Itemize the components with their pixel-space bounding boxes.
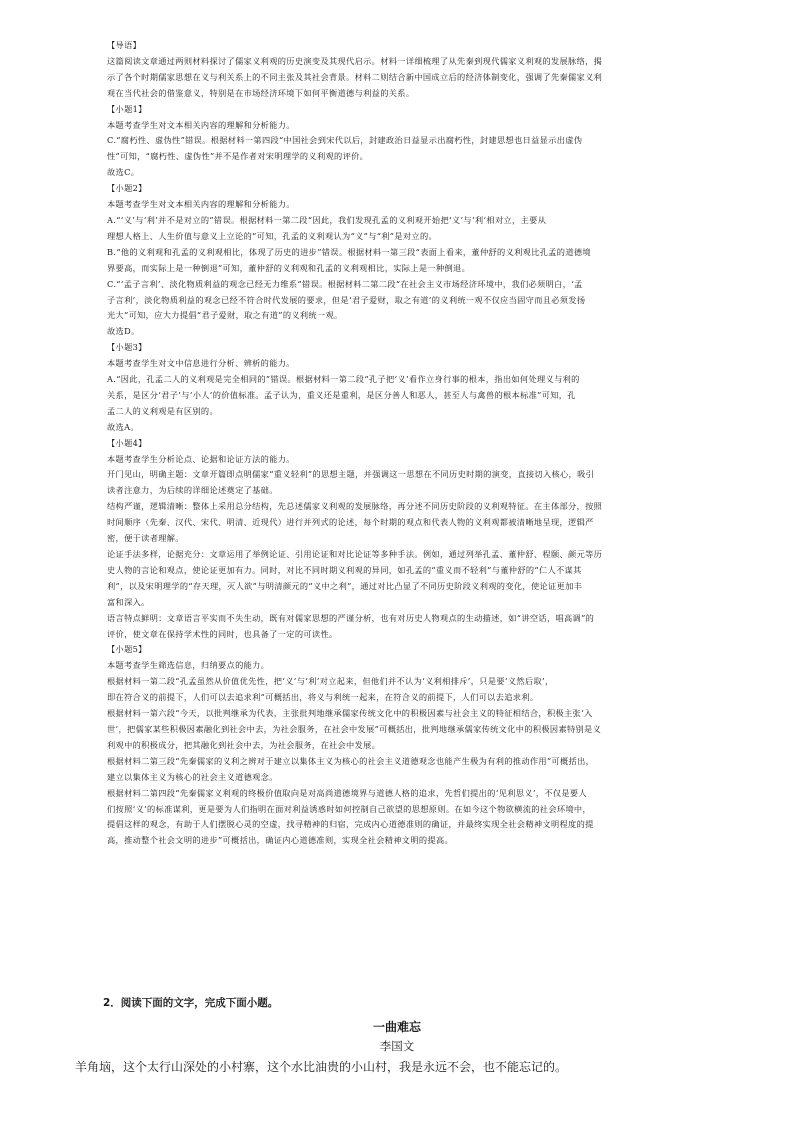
answer-line: C.“腐朽性、虚伪性”错误。根据材料一第四段“中国社会到宋代以后，封建政治日益显示出腐朽性，封建思想也日益显示出虚伪: [107, 135, 583, 146]
answer-line: 根据材料二第四段“先秦儒家义利观的终极价值取向是对高尚道德境界与道德人格的追求，先哲们提出的‘见利思义’，不仅是要人: [107, 787, 588, 798]
answer-line: 观在当代社会的借鉴意义，特别是在市场经济环境下如何平衡道德与利益的关系。: [107, 87, 415, 98]
answer-line: 高，推动整个社会文明的进步”可概括出，确证内心道德准则，实现全社会精神文明的提高。: [107, 835, 454, 846]
answer-line: 【小题4】: [107, 437, 147, 448]
answer-line: 利”，以及宋明理学的“存天理，灭人欲”与明清颜元的“义中之利”，通过对比凸显了不同历史阶段义利观的变化，使论证更加丰: [107, 580, 583, 591]
answer-line: 时间顺序（先秦、汉代、宋代、明清、近现代）进行并列式的论述，每个时期的观点和代表人物的义利观都被清晰地呈现，逻辑严: [107, 517, 594, 528]
answer-line: 史人物的言论和观点，使论证更加有力。同时，对比不同时期义利观的异同，如孔孟的“重义而不轻利”与董仲舒的“仁人不谋其: [107, 564, 582, 575]
passage-title: 一曲难忘: [372, 1020, 421, 1034]
answer-line: B.“他的义利观和孔孟的义利观相比，体现了历史的进步”错误。根据材料一第三段“表面上看来，董仲舒的义利观比孔孟的道德境: [107, 246, 591, 257]
answer-line: 提倡这样的观念，有助于人们摆脱心灵的空虚，找寻精神的归宿，完成内心道德准则的确证，并最终实现全社会精神文明程度的提: [107, 819, 594, 830]
answer-line: 子言利’，淡化物质利益的观念已经不符合时代发展的要求，但是‘君子爱财，取之有道’的义利统一观不仅应当固守而且必须发扬: [107, 294, 586, 305]
answer-line: 故选C。: [107, 167, 140, 178]
answer-line: 示了各个时期儒家思想在义与利关系上的不同主张及其社会背景。材料二则结合新中国成立后的经济体制变化，强调了先秦儒家义利: [107, 71, 603, 82]
answer-line: 本题考查学生对文本相关内容的理解和分析能力。: [107, 119, 295, 130]
answer-line: 读者注意力，为后续的详细论述奠定了基础。: [107, 485, 278, 496]
answer-line: 【导语】: [107, 40, 142, 50]
answer-line: 这篇阅读文章通过两则材料探讨了儒家义利观的历史演变及其现代启示。材料一详细梳理了从先秦到现代儒家义利观的发展脉络，揭: [107, 55, 603, 66]
answer-line: 性”可知，“腐朽性、虚伪性”并不是作者对宋明理学的义利观的评价。: [107, 151, 369, 162]
answer-line: 故选A。: [107, 421, 139, 432]
answer-line: A.“‘义’与‘利’并不是对立的”错误。根据材料一第二段“因此，我们发现孔孟的义利观开始把‘义’与‘利’相对立，主要从: [107, 214, 547, 225]
answer-line: 关系，是区分‘君子’与‘小人’的价值标准。孟子认为，重义还是重利，是区分善人和恶人，甚至人与禽兽的根本标准”可知，孔: [107, 389, 576, 400]
answer-line: 本题考查学生筛选信息，归纳要点的能力。: [107, 660, 270, 671]
answer-line: 【小题5】: [107, 644, 147, 655]
answer-line: 【小题2】: [107, 183, 147, 194]
answer-line: 密，便于读者理解。: [107, 533, 184, 544]
answer-line: 故选D。: [107, 326, 140, 337]
answer-line: 语言特点鲜明：文章语言平实而不失生动，既有对儒家思想的严谨分析，也有对历史人物观点的生动描述，如“讲空话，唱高调”的: [107, 612, 595, 623]
answer-line: 富和深入。: [107, 596, 150, 607]
answer-line: 们按照‘义’的标准谋利，更是要为人们指明在面对利益诱惑时如何控制自己欲望的思想原则。在如今这个物欲横流的社会环境中，: [107, 803, 592, 814]
answer-line: 孟二人的义利观是有区别的。: [107, 405, 218, 416]
answer-line: 开门见山，明确主题：文章开篇即点明儒家“重义轻利”的思想主题，并强调这一思想在不同历史时期的演变，直接切入核心，吸引: [107, 469, 595, 480]
answer-line: 即在符合义的前提下，人们可以去追求利”可概括出，将义与利统一起来，在符合义的前提下，人们可以去追求利。: [107, 692, 539, 703]
passage-author: 李国文: [379, 1039, 415, 1053]
answer-line: 根据材料一第二段“孔孟虽然从价值优先性，把‘义’与‘利’对立起来，但他们并不认为‘义利相排斥’，只是要‘义然后取’，: [107, 676, 554, 687]
answer-line: 评价，使文章在保持学术性的同时，也具备了一定的可读性。: [107, 628, 338, 639]
answer-line: 根据材料一第六段“今天，以批判继承为代表，主张批判地继承儒家传统文化中的积极因素与社会主义的特征相结合，积极主张‘入: [107, 708, 593, 719]
answer-line: 【小题1】: [107, 103, 147, 114]
answer-line: 本题考查学生对文本相关内容的理解和分析能力。: [107, 199, 295, 210]
answer-line: A.“因此，孔孟二人的义利观是完全相同的”错误。根据材料一第二段“孔子把‘义’看作立身行事的根本，指出如何处理义与利的: [107, 374, 580, 385]
answer-line: 【小题3】: [107, 342, 147, 353]
answer-line: 结构严谨，逻辑清晰：整体上采用总分结构，先总述儒家义利观的发展脉络，再分述不同历史阶段的义利观特征。在主体部分，按照: [107, 501, 603, 512]
answer-line: 根据材料二第三段“先秦儒家的义利之辨对于建立以集体主义为核心的社会主义道德观念也能产生极为有利的推动作用”可概括出，: [107, 755, 595, 766]
answer-line: 利观中的积极成分，把其融化到社会中去，为社会服务，在社会中发展。: [107, 739, 381, 750]
answer-line: 论证手法多样，论据充分：文章运用了举例论证、引用论证和对比论证等多种手法。例如，通过列举孔孟、董仲舒、程颐、颜元等历: [107, 549, 603, 559]
answer-line: 世’，把儒家某些积极因素融化到社会中去，为社会服务，在社会中发展”可概括出，批判地继承儒家传统文化中的积极因素特别是义: [107, 723, 602, 734]
answer-line: 建立以集体主义为核心的社会主义道德观念。: [107, 771, 278, 782]
answer-line: 本题考查学生分析论点、论据和论证方法的能力。: [107, 453, 295, 464]
answer-line: 光大”可知，应大力提倡“君子爱财，取之有道”的义利统一观。: [107, 310, 343, 321]
passage-first-line: 羊角垴，这个太行山深处的小村寨，这个水比油贵的小山村，我是永远不会，也不能忘记的。: [75, 1060, 568, 1074]
answer-line: 界要高，而实际上是一种倒退”可知，董仲舒的义利观和孔孟的义利观相比，实际上是一种倒退。: [107, 262, 471, 273]
question-2-prompt: 2．阅读下面的文字，完成下面小题。: [103, 997, 279, 1009]
answer-line: 本题考查学生对文中信息进行分析、辨析的能力。: [107, 358, 295, 369]
answer-explanation: [107, 38, 719, 849]
answer-line: 理想人格上、人生价值与意义上立论的”可知，孔孟的义利观认为“义”与“利”是对立的。: [107, 230, 438, 241]
answer-line: C.“‘孟子言利’、淡化物质利益的观念已经无力维系”错误。根据材料二第二段“在社会主义市场经济环境中，我们必须明白，‘孟: [107, 278, 583, 289]
